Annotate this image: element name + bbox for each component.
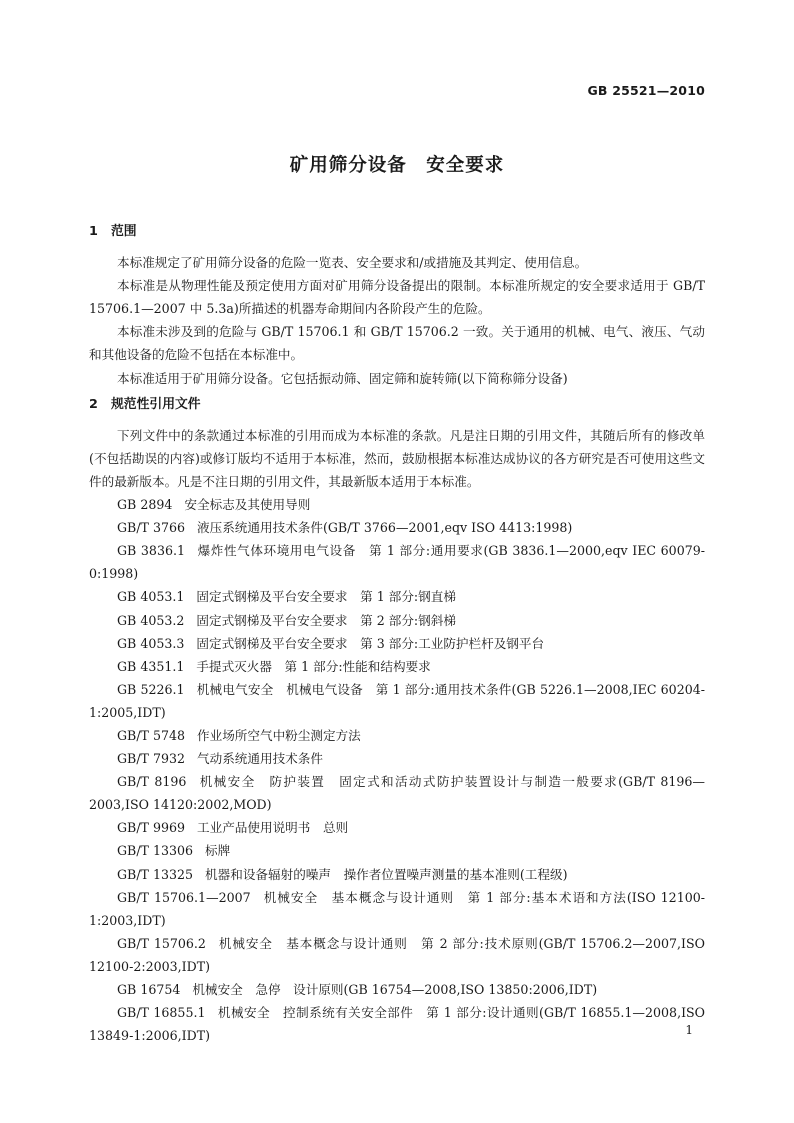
reference-item (89, 747, 705, 770)
section-2-intro: 下列文件中的条款通过本标准的引用而成为本标准的条款。凡是注日期的引用文件，其随后所有的修改单(不包括勘误的内容)或修订版均不适用于本标准，然而，鼓励根据本标准达成协议的各方研究是否可使用这些文件的最新版本。凡是不注日期的引用文件，其最新版本适用于本标准。 (89, 427, 705, 489)
reference-item (89, 655, 705, 678)
reference-code: GB/T 15706.2 (117, 935, 206, 951)
reference-item (89, 493, 705, 516)
reference-title: 机械安全 基本概念与设计通则 第 1 部分:基本术语和方法(ISO 12100-1:2003,IDT) (89, 889, 705, 928)
section-1-heading (89, 220, 705, 243)
reference-title: 固定式钢梯及平台安全要求 第 3 部分:工业防护栏杆及钢平台 (196, 635, 545, 651)
section-1-title: 范围 (111, 224, 137, 239)
reference-title: 标牌 (205, 843, 231, 859)
section-2-title: 规范性引用文件 (111, 396, 201, 412)
reference-item (89, 839, 705, 862)
reference-code: GB/T 9969 (117, 820, 186, 836)
reference-title: 手提式灭火器 第 1 部分:性能和结构要求 (196, 658, 431, 674)
reference-item (89, 978, 705, 1001)
section-1-number: 1 (89, 224, 98, 239)
reference-item (89, 816, 705, 839)
reference-code: GB/T 8196 (117, 774, 187, 790)
section-2-number: 2 (89, 396, 98, 412)
reference-item (89, 516, 705, 539)
reference-item (89, 678, 705, 724)
reference-item (89, 539, 705, 585)
reference-title: 机器和设备辐射的噪声 操作者位置噪声测量的基本准则(工程级) (205, 866, 568, 882)
reference-title: 机械安全 防护装置 固定式和活动式防护装置设计与制造一般要求(GB/T 8196—2003,ISO 14120:2002,MOD) (89, 774, 705, 813)
reference-title: 作业场所空气中粉尘测定方法 (197, 727, 361, 743)
reference-code: GB 4053.3 (117, 635, 185, 651)
reference-title: 安全标志及其使用导则 (184, 497, 311, 513)
document-title: 矿用筛分设备 安全要求 (289, 155, 505, 176)
section-1-paragraph: 本标准适用于矿用筛分设备。它包括振动筛、固定筛和旋转筛(以下简称筛分设备) (117, 370, 568, 386)
reference-title: 固定式钢梯及平台安全要求 第 2 部分:钢斜梯 (196, 612, 456, 628)
reference-title: 固定式钢梯及平台安全要求 第 1 部分:钢直梯 (196, 589, 456, 605)
reference-title: 爆炸性气体环境用电气设备 第 1 部分:通用要求(GB 3836.1—2000,eqv IEC 60079-0:1998) (89, 543, 705, 582)
reference-code: GB/T 13325 (117, 866, 194, 882)
reference-code: GB 4053.1 (117, 589, 185, 605)
reference-code: GB 16754 (117, 982, 181, 997)
reference-code: GB 5226.1 (117, 681, 185, 697)
reference-item (89, 863, 705, 886)
reference-item (89, 724, 705, 747)
reference-title: 机械安全 基本概念与设计通则 第 2 部分:技术原则(GB/T 15706.2—2007,ISO 12100-2:2003,IDT) (89, 935, 705, 974)
reference-code: GB/T 5748 (117, 727, 186, 743)
reference-title: 机械安全 控制系统有关安全部件 第 1 部分:设计通则(GB/T 16855.1—2008,ISO 13849-1:2006,IDT) (89, 1005, 705, 1044)
section-2-heading (89, 393, 705, 416)
reference-code: GB/T 3766 (117, 520, 186, 536)
reference-list (89, 493, 705, 1047)
reference-item (89, 632, 705, 655)
reference-code: GB/T 16855.1 (117, 1005, 206, 1021)
reference-item (89, 609, 705, 632)
reference-item (89, 932, 705, 978)
reference-item (89, 1001, 705, 1047)
reference-title: 机械电气安全 机械电气设备 第 1 部分:通用技术条件(GB 5226.1—2008,IEC 60204-1:2005,IDT) (89, 681, 705, 720)
page-number: 1 (685, 1023, 693, 1037)
reference-title: 工业产品使用说明书 总则 (197, 820, 349, 836)
reference-code: GB 4351.1 (117, 658, 185, 674)
reference-code: GB 4053.2 (117, 612, 185, 628)
reference-code: GB 3836.1 (117, 543, 185, 559)
document-body (89, 220, 705, 1047)
reference-code: GB/T 7932 (117, 751, 186, 767)
reference-title: 机械安全 急停 设计原则(GB 16754—2008,ISO 13850:2006,IDT) (192, 982, 598, 997)
reference-code: GB/T 15706.1—2007 (117, 889, 251, 905)
reference-item (89, 886, 705, 932)
standard-number: GB 25521—2010 (587, 83, 705, 98)
reference-title: 气动系统通用技术条件 (197, 751, 323, 767)
section-1-paragraph: 本标准规定了矿用筛分设备的危险一览表、安全要求和/或措施及其判定、使用信息。 (117, 255, 588, 271)
reference-code: GB 2894 (117, 497, 173, 513)
section-1-paragraph: 本标准未涉及到的危险与 GB/T 15706.1 和 GB/T 15706.2 一致。关于通用的机械、电气、液压、气动和其他设备的危险不包括在本标准中。 (89, 324, 705, 363)
reference-code: GB/T 13306 (117, 843, 194, 859)
section-1-paragraph: 本标准是从物理性能及预定使用方面对矿用筛分设备提出的限制。本标准所规定的安全要求适用于 GB/T 15706.1—2007 中 5.3a)所描述的机器寿命期间内各阶段产生的危险。 (89, 278, 705, 317)
reference-item (89, 770, 705, 816)
reference-item (89, 585, 705, 608)
reference-title: 液压系统通用技术条件(GB/T 3766—2001,eqv ISO 4413:1998) (197, 520, 573, 536)
